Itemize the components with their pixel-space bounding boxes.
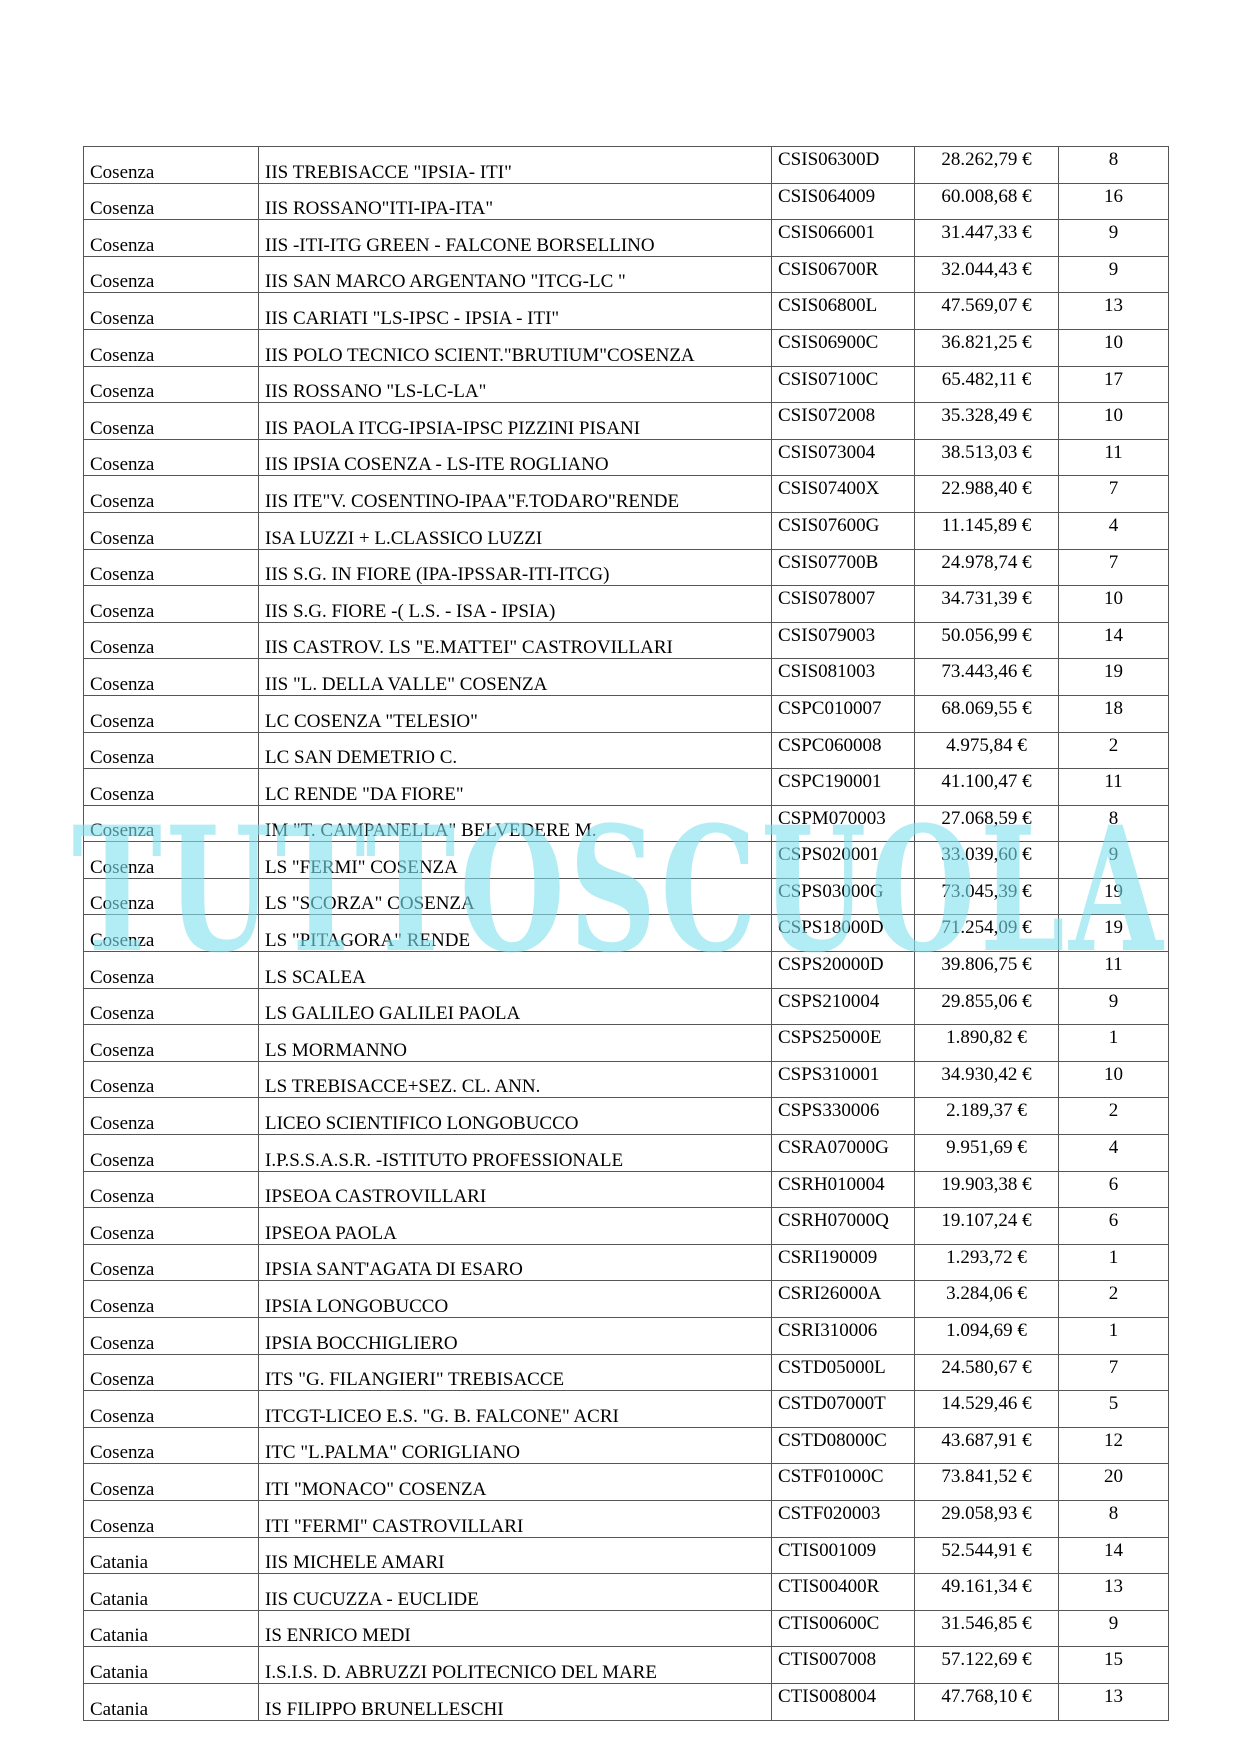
school-name-cell: IIS IPSIA COSENZA - LS-ITE ROGLIANO	[259, 439, 772, 476]
count-cell: 1	[1059, 1318, 1169, 1355]
amount-cell: 39.806,75 €	[915, 952, 1059, 989]
school-name-cell: ISA LUZZI + L.CLASSICO LUZZI	[259, 512, 772, 549]
table-body	[84, 147, 1169, 1721]
watermark-text: TUTTOSCUOLA	[72, 788, 1167, 990]
amount-cell: 1.293,72 €	[915, 1244, 1059, 1281]
count-cell: 2	[1059, 1281, 1169, 1318]
table-row	[84, 878, 1169, 915]
school-name-cell: LS "FERMI" COSENZA	[259, 842, 772, 879]
school-name-cell: I.P.S.S.A.S.R. -ISTITUTO PROFESSIONALE	[259, 1135, 772, 1172]
province-cell: Cosenza	[84, 403, 259, 440]
table-row	[84, 805, 1169, 842]
table-row	[84, 695, 1169, 732]
amount-cell: 11.145,89 €	[915, 512, 1059, 549]
table-row	[84, 512, 1169, 549]
province-cell: Cosenza	[84, 256, 259, 293]
school-name-cell: LS MORMANNO	[259, 1025, 772, 1062]
amount-cell: 41.100,47 €	[915, 769, 1059, 806]
school-code-cell: CSPC190001	[772, 769, 915, 806]
school-name-cell: IPSEOA CASTROVILLARI	[259, 1171, 772, 1208]
table-row	[84, 1061, 1169, 1098]
school-name-cell: IIS SAN MARCO ARGENTANO "ITCG-LC "	[259, 256, 772, 293]
table-row	[84, 1171, 1169, 1208]
amount-cell: 73.443,46 €	[915, 659, 1059, 696]
school-name-cell: IIS S.G. FIORE -( L.S. - ISA - IPSIA)	[259, 586, 772, 623]
count-cell: 20	[1059, 1464, 1169, 1501]
count-cell: 6	[1059, 1208, 1169, 1245]
count-cell: 7	[1059, 1354, 1169, 1391]
province-cell: Cosenza	[84, 952, 259, 989]
table-row	[84, 256, 1169, 293]
school-code-cell: CTIS008004	[772, 1683, 915, 1720]
count-cell: 12	[1059, 1427, 1169, 1464]
province-cell: Cosenza	[84, 878, 259, 915]
amount-cell: 47.569,07 €	[915, 293, 1059, 330]
school-name-cell: IIS CASTROV. LS "E.MATTEI" CASTROVILLARI	[259, 622, 772, 659]
school-code-cell: CSPC010007	[772, 695, 915, 732]
table-row	[84, 842, 1169, 879]
school-code-cell: CSIS072008	[772, 403, 915, 440]
count-cell: 8	[1059, 805, 1169, 842]
table-row	[84, 622, 1169, 659]
province-cell: Cosenza	[84, 1354, 259, 1391]
school-name-cell: IIS POLO TECNICO SCIENT."BRUTIUM"COSENZA	[259, 329, 772, 366]
amount-cell: 73.045,39 €	[915, 878, 1059, 915]
school-name-cell: IPSIA LONGOBUCCO	[259, 1281, 772, 1318]
amount-cell: 31.546,85 €	[915, 1610, 1059, 1647]
amount-cell: 19.903,38 €	[915, 1171, 1059, 1208]
province-cell: Cosenza	[84, 659, 259, 696]
count-cell: 1	[1059, 1025, 1169, 1062]
count-cell: 9	[1059, 842, 1169, 879]
table-row	[84, 586, 1169, 623]
school-code-cell: CSPS310001	[772, 1061, 915, 1098]
province-cell: Cosenza	[84, 1208, 259, 1245]
table-row	[84, 1574, 1169, 1611]
amount-cell: 47.768,10 €	[915, 1683, 1059, 1720]
table-row	[84, 1647, 1169, 1684]
count-cell: 7	[1059, 476, 1169, 513]
amount-cell: 3.284,06 €	[915, 1281, 1059, 1318]
school-name-cell: LICEO SCIENTIFICO LONGOBUCCO	[259, 1098, 772, 1135]
table-row	[84, 659, 1169, 696]
table-row	[84, 1318, 1169, 1355]
school-name-cell: IIS MICHELE AMARI	[259, 1537, 772, 1574]
province-cell: Catania	[84, 1574, 259, 1611]
school-code-cell: CTIS001009	[772, 1537, 915, 1574]
count-cell: 11	[1059, 439, 1169, 476]
count-cell: 7	[1059, 549, 1169, 586]
count-cell: 4	[1059, 1135, 1169, 1172]
count-cell: 4	[1059, 512, 1169, 549]
table-row	[84, 1244, 1169, 1281]
school-code-cell: CSIS073004	[772, 439, 915, 476]
amount-cell: 68.069,55 €	[915, 695, 1059, 732]
amount-cell: 49.161,34 €	[915, 1574, 1059, 1611]
province-cell: Cosenza	[84, 915, 259, 952]
count-cell: 8	[1059, 1500, 1169, 1537]
count-cell: 13	[1059, 293, 1169, 330]
school-code-cell: CTIS00600C	[772, 1610, 915, 1647]
province-cell: Cosenza	[84, 1098, 259, 1135]
amount-cell: 35.328,49 €	[915, 403, 1059, 440]
amount-cell: 1.094,69 €	[915, 1318, 1059, 1355]
amount-cell: 28.262,79 €	[915, 147, 1059, 184]
province-cell: Cosenza	[84, 732, 259, 769]
table-row	[84, 1610, 1169, 1647]
count-cell: 6	[1059, 1171, 1169, 1208]
school-name-cell: IPSIA BOCCHIGLIERO	[259, 1318, 772, 1355]
school-name-cell: IIS ITE"V. COSENTINO-IPAA"F.TODARO"RENDE	[259, 476, 772, 513]
amount-cell: 50.056,99 €	[915, 622, 1059, 659]
amount-cell: 19.107,24 €	[915, 1208, 1059, 1245]
table-row	[84, 1025, 1169, 1062]
school-name-cell: LC RENDE "DA FIORE"	[259, 769, 772, 806]
province-cell: Cosenza	[84, 1244, 259, 1281]
table-row	[84, 1427, 1169, 1464]
province-cell: Cosenza	[84, 549, 259, 586]
school-code-cell: CSPM070003	[772, 805, 915, 842]
school-name-cell: LC COSENZA "TELESIO"	[259, 695, 772, 732]
school-name-cell: ITCGT-LICEO E.S. "G. B. FALCONE" ACRI	[259, 1391, 772, 1428]
count-cell: 9	[1059, 988, 1169, 1025]
schools-table	[83, 146, 1169, 1721]
table-row	[84, 439, 1169, 476]
amount-cell: 24.580,67 €	[915, 1354, 1059, 1391]
amount-cell: 14.529,46 €	[915, 1391, 1059, 1428]
count-cell: 18	[1059, 695, 1169, 732]
province-cell: Cosenza	[84, 1427, 259, 1464]
amount-cell: 32.044,43 €	[915, 256, 1059, 293]
count-cell: 15	[1059, 1647, 1169, 1684]
table-row	[84, 147, 1169, 184]
school-code-cell: CSPS18000D	[772, 915, 915, 952]
amount-cell: 22.988,40 €	[915, 476, 1059, 513]
province-cell: Cosenza	[84, 1464, 259, 1501]
table-row	[84, 476, 1169, 513]
school-name-cell: IIS -ITI-ITG GREEN - FALCONE BORSELLINO	[259, 220, 772, 257]
province-cell: Cosenza	[84, 512, 259, 549]
amount-cell: 29.855,06 €	[915, 988, 1059, 1025]
table-row	[84, 1208, 1169, 1245]
school-name-cell: LS TREBISACCE+SEZ. CL. ANN.	[259, 1061, 772, 1098]
school-code-cell: CSIS06800L	[772, 293, 915, 330]
count-cell: 11	[1059, 952, 1169, 989]
province-cell: Cosenza	[84, 1500, 259, 1537]
school-name-cell: IPSEOA PAOLA	[259, 1208, 772, 1245]
amount-cell: 2.189,37 €	[915, 1098, 1059, 1135]
table-row	[84, 1500, 1169, 1537]
count-cell: 1	[1059, 1244, 1169, 1281]
table-row	[84, 915, 1169, 952]
table-row	[84, 1391, 1169, 1428]
amount-cell: 34.930,42 €	[915, 1061, 1059, 1098]
count-cell: 9	[1059, 220, 1169, 257]
school-name-cell: IS FILIPPO BRUNELLESCHI	[259, 1683, 772, 1720]
count-cell: 8	[1059, 147, 1169, 184]
school-code-cell: CSIS078007	[772, 586, 915, 623]
table-row	[84, 1354, 1169, 1391]
amount-cell: 1.890,82 €	[915, 1025, 1059, 1062]
table-row	[84, 1281, 1169, 1318]
school-code-cell: CSTD07000T	[772, 1391, 915, 1428]
count-cell: 19	[1059, 915, 1169, 952]
school-code-cell: CSTD05000L	[772, 1354, 915, 1391]
school-code-cell: CSPS020001	[772, 842, 915, 879]
province-cell: Catania	[84, 1610, 259, 1647]
province-cell: Cosenza	[84, 366, 259, 403]
table-row	[84, 1464, 1169, 1501]
amount-cell: 9.951,69 €	[915, 1135, 1059, 1172]
count-cell: 2	[1059, 732, 1169, 769]
amount-cell: 24.978,74 €	[915, 549, 1059, 586]
school-name-cell: ITS "G. FILANGIERI" TREBISACCE	[259, 1354, 772, 1391]
count-cell: 9	[1059, 256, 1169, 293]
school-code-cell: CSPS210004	[772, 988, 915, 1025]
school-code-cell: CSRI190009	[772, 1244, 915, 1281]
province-cell: Cosenza	[84, 183, 259, 220]
table-row	[84, 1098, 1169, 1135]
count-cell: 2	[1059, 1098, 1169, 1135]
province-cell: Cosenza	[84, 1061, 259, 1098]
province-cell: Cosenza	[84, 988, 259, 1025]
amount-cell: 60.008,68 €	[915, 183, 1059, 220]
province-cell: Catania	[84, 1537, 259, 1574]
province-cell: Cosenza	[84, 1281, 259, 1318]
amount-cell: 71.254,09 €	[915, 915, 1059, 952]
table-row	[84, 293, 1169, 330]
school-name-cell: LS SCALEA	[259, 952, 772, 989]
province-cell: Cosenza	[84, 769, 259, 806]
school-name-cell: I.S.I.S. D. ABRUZZI POLITECNICO DEL MARE	[259, 1647, 772, 1684]
amount-cell: 65.482,11 €	[915, 366, 1059, 403]
school-code-cell: CSRI26000A	[772, 1281, 915, 1318]
school-code-cell: CSPS03000G	[772, 878, 915, 915]
school-code-cell: CSRA07000G	[772, 1135, 915, 1172]
table-row	[84, 732, 1169, 769]
table-row	[84, 952, 1169, 989]
count-cell: 5	[1059, 1391, 1169, 1428]
school-code-cell: CSPC060008	[772, 732, 915, 769]
school-code-cell: CSIS07400X	[772, 476, 915, 513]
school-name-cell: IIS "L. DELLA VALLE" COSENZA	[259, 659, 772, 696]
amount-cell: 57.122,69 €	[915, 1647, 1059, 1684]
school-code-cell: CSIS079003	[772, 622, 915, 659]
school-name-cell: IM "T. CAMPANELLA" BELVEDERE M.	[259, 805, 772, 842]
province-cell: Cosenza	[84, 476, 259, 513]
amount-cell: 38.513,03 €	[915, 439, 1059, 476]
count-cell: 19	[1059, 659, 1169, 696]
school-name-cell: IIS CARIATI "LS-IPSC - IPSIA - ITI"	[259, 293, 772, 330]
province-cell: Cosenza	[84, 1318, 259, 1355]
province-cell: Cosenza	[84, 1025, 259, 1062]
amount-cell: 52.544,91 €	[915, 1537, 1059, 1574]
school-code-cell: CSIS07100C	[772, 366, 915, 403]
school-code-cell: CSIS06900C	[772, 329, 915, 366]
table-row	[84, 1683, 1169, 1720]
school-name-cell: IIS TREBISACCE "IPSIA- ITI"	[259, 147, 772, 184]
count-cell: 10	[1059, 329, 1169, 366]
province-cell: Cosenza	[84, 586, 259, 623]
school-name-cell: IIS ROSSANO"ITI-IPA-ITA"	[259, 183, 772, 220]
school-code-cell: CSIS06700R	[772, 256, 915, 293]
province-cell: Cosenza	[84, 622, 259, 659]
school-name-cell: IIS S.G. IN FIORE (IPA-IPSSAR-ITI-ITCG)	[259, 549, 772, 586]
count-cell: 10	[1059, 403, 1169, 440]
school-name-cell: LS "SCORZA" COSENZA	[259, 878, 772, 915]
count-cell: 10	[1059, 1061, 1169, 1098]
table-row	[84, 1537, 1169, 1574]
count-cell: 14	[1059, 622, 1169, 659]
school-code-cell: CSTD08000C	[772, 1427, 915, 1464]
count-cell: 9	[1059, 1610, 1169, 1647]
province-cell: Cosenza	[84, 695, 259, 732]
school-code-cell: CTIS007008	[772, 1647, 915, 1684]
amount-cell: 29.058,93 €	[915, 1500, 1059, 1537]
school-name-cell: LS "PITAGORA" RENDE	[259, 915, 772, 952]
school-name-cell: IIS ROSSANO "LS-LC-LA"	[259, 366, 772, 403]
school-code-cell: CTIS00400R	[772, 1574, 915, 1611]
school-code-cell: CSRI310006	[772, 1318, 915, 1355]
count-cell: 10	[1059, 586, 1169, 623]
amount-cell: 73.841,52 €	[915, 1464, 1059, 1501]
school-name-cell: LC SAN DEMETRIO C.	[259, 732, 772, 769]
school-code-cell: CSIS07700B	[772, 549, 915, 586]
school-code-cell: CSIS07600G	[772, 512, 915, 549]
school-code-cell: CSIS06300D	[772, 147, 915, 184]
count-cell: 13	[1059, 1574, 1169, 1611]
school-code-cell: CSRH010004	[772, 1171, 915, 1208]
school-name-cell: ITI "MONACO" COSENZA	[259, 1464, 772, 1501]
school-name-cell: IIS CUCUZZA - EUCLIDE	[259, 1574, 772, 1611]
school-code-cell: CSIS064009	[772, 183, 915, 220]
amount-cell: 31.447,33 €	[915, 220, 1059, 257]
province-cell: Cosenza	[84, 842, 259, 879]
province-cell: Cosenza	[84, 1171, 259, 1208]
school-name-cell: IPSIA SANT'AGATA DI ESARO	[259, 1244, 772, 1281]
province-cell: Cosenza	[84, 805, 259, 842]
school-code-cell: CSPS25000E	[772, 1025, 915, 1062]
table-row	[84, 403, 1169, 440]
school-code-cell: CSIS081003	[772, 659, 915, 696]
count-cell: 11	[1059, 769, 1169, 806]
province-cell: Cosenza	[84, 147, 259, 184]
school-name-cell: IS ENRICO MEDI	[259, 1610, 772, 1647]
table-row	[84, 1135, 1169, 1172]
school-code-cell: CSTF020003	[772, 1500, 915, 1537]
school-name-cell: ITC "L.PALMA" CORIGLIANO	[259, 1427, 772, 1464]
table-row	[84, 366, 1169, 403]
province-cell: Cosenza	[84, 329, 259, 366]
table-row	[84, 183, 1169, 220]
table-row	[84, 988, 1169, 1025]
amount-cell: 27.068,59 €	[915, 805, 1059, 842]
school-code-cell: CSIS066001	[772, 220, 915, 257]
count-cell: 19	[1059, 878, 1169, 915]
province-cell: Cosenza	[84, 220, 259, 257]
province-cell: Catania	[84, 1647, 259, 1684]
count-cell: 13	[1059, 1683, 1169, 1720]
school-code-cell: CSPS330006	[772, 1098, 915, 1135]
school-name-cell: IIS PAOLA ITCG-IPSIA-IPSC PIZZINI PISANI	[259, 403, 772, 440]
amount-cell: 33.039,60 €	[915, 842, 1059, 879]
school-code-cell: CSPS20000D	[772, 952, 915, 989]
amount-cell: 34.731,39 €	[915, 586, 1059, 623]
count-cell: 14	[1059, 1537, 1169, 1574]
school-name-cell: ITI "FERMI" CASTROVILLARI	[259, 1500, 772, 1537]
school-code-cell: CSTF01000C	[772, 1464, 915, 1501]
table-row	[84, 329, 1169, 366]
province-cell: Catania	[84, 1683, 259, 1720]
school-name-cell: LS GALILEO GALILEI PAOLA	[259, 988, 772, 1025]
table-row	[84, 220, 1169, 257]
amount-cell: 4.975,84 €	[915, 732, 1059, 769]
amount-cell: 36.821,25 €	[915, 329, 1059, 366]
province-cell: Cosenza	[84, 1135, 259, 1172]
table-row	[84, 549, 1169, 586]
province-cell: Cosenza	[84, 1391, 259, 1428]
amount-cell: 43.687,91 €	[915, 1427, 1059, 1464]
school-code-cell: CSRH07000Q	[772, 1208, 915, 1245]
province-cell: Cosenza	[84, 439, 259, 476]
count-cell: 16	[1059, 183, 1169, 220]
count-cell: 17	[1059, 366, 1169, 403]
province-cell: Cosenza	[84, 293, 259, 330]
table-row	[84, 769, 1169, 806]
